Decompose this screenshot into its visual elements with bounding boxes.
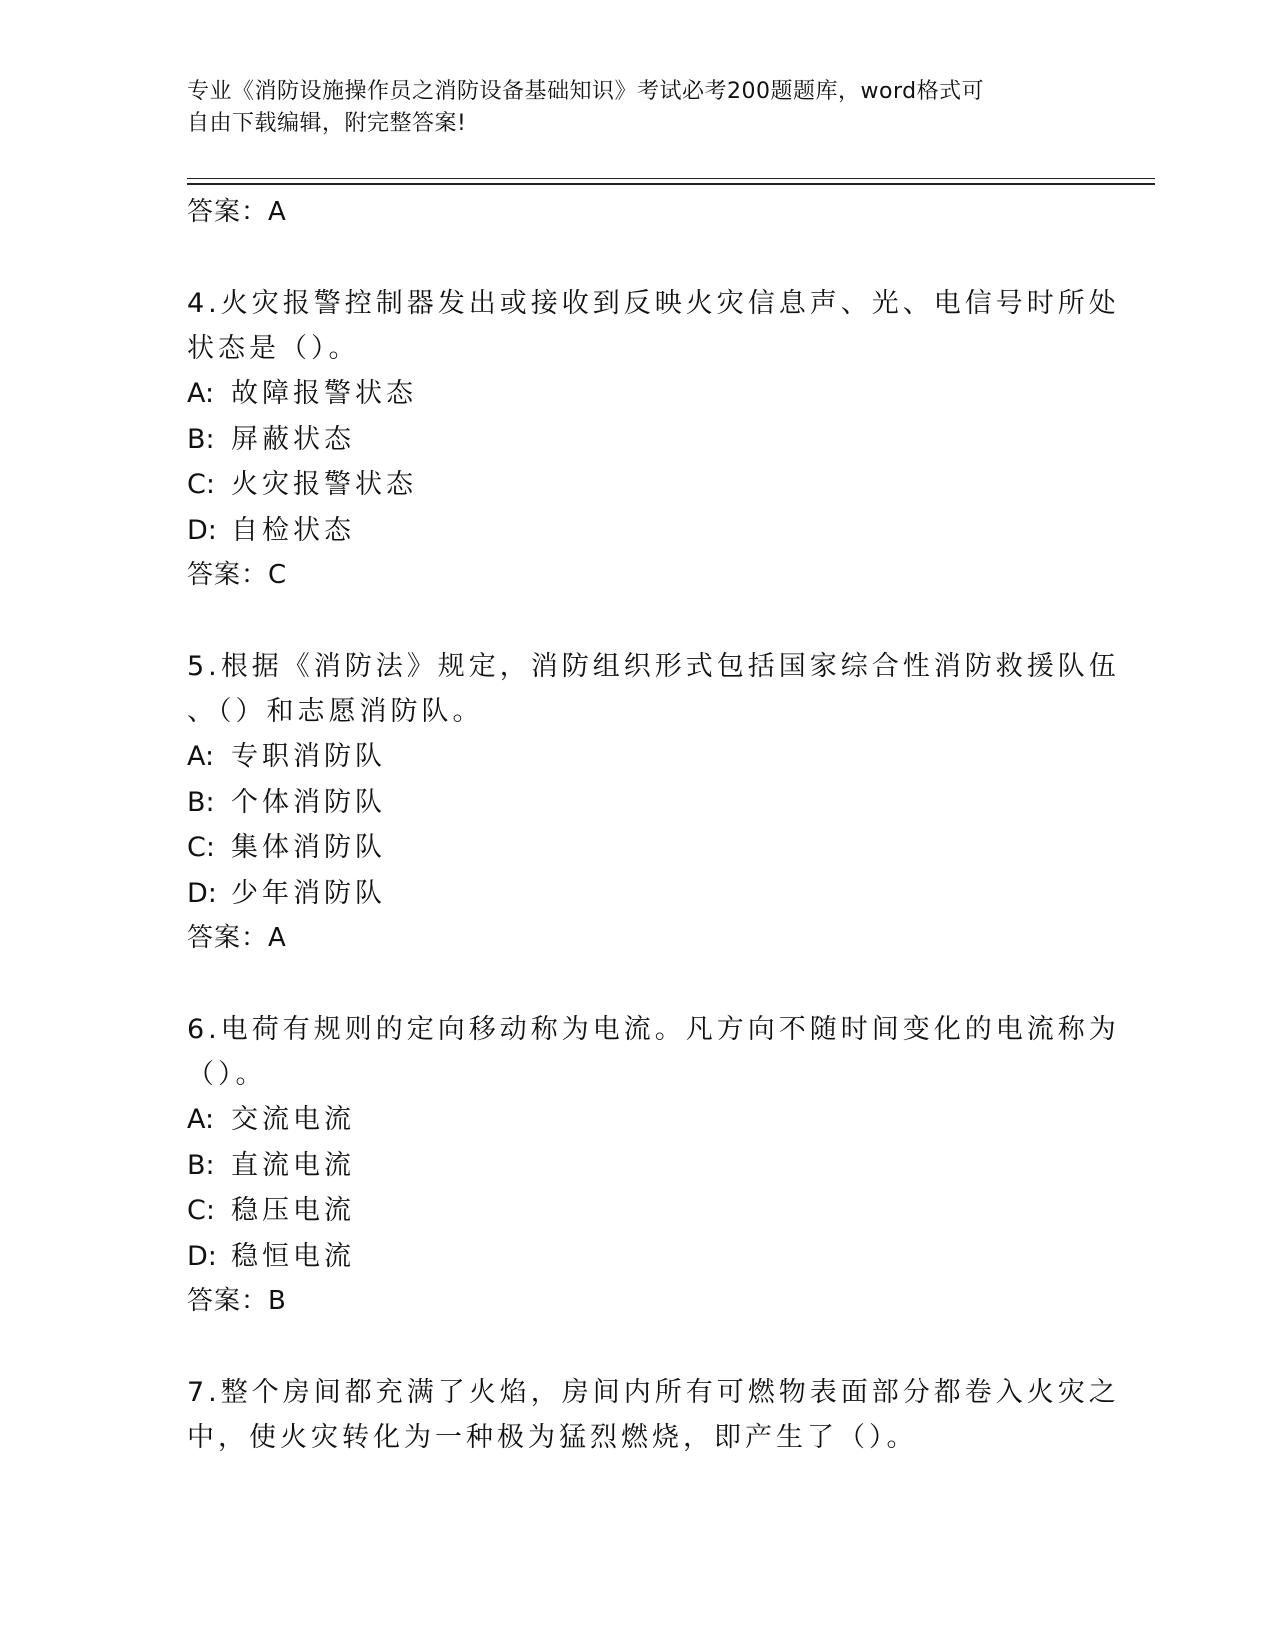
option-letter: A: (187, 741, 215, 772)
option-letter: C: (187, 832, 215, 863)
option-text: 故障报警状态 (231, 378, 417, 409)
option-text: 专职消防队 (231, 741, 386, 772)
question-text-line: 4.火灾报警控制器发出或接收到反映火灾信息声、光、电信号时所处 (187, 288, 1120, 319)
header-rule-thin (187, 178, 1155, 179)
option-letter: D: (187, 877, 217, 909)
question-text-line: 5.根据《消防法》规定，消防组织形式包括国家综合性消防救援队伍 (187, 651, 1120, 682)
option-text: 稳压电流 (231, 1195, 355, 1226)
question-text-line: 、（）和志愿消防队。 (187, 696, 484, 727)
question-item (187, 1370, 1120, 1460)
option-b (187, 1143, 1087, 1189)
option-letter: C: (187, 469, 215, 500)
question-text-line: 6.电荷有规则的定向移动称为电流。凡方向不随时间变化的电流称为 (187, 1014, 1120, 1045)
option-text: 稳恒电流 (231, 1240, 355, 1272)
option-text: 直流电流 (231, 1149, 355, 1181)
option-letter: D: (187, 514, 217, 546)
option-text: 自检状态 (231, 514, 355, 546)
question-text-line: 7.整个房间都充满了火焰，房间内所有可燃物表面部分都卷入火灾之 (187, 1377, 1120, 1408)
header-line-1: 专业《消防设施操作员之消防设备基础知识》考试必考200题题库，word格式可 (187, 79, 985, 104)
option-b (187, 780, 1087, 826)
option-text: 交流电流 (231, 1104, 355, 1135)
answer-line: 答案：B (187, 1286, 287, 1316)
option-c (187, 462, 1087, 508)
question-item (187, 281, 1120, 598)
answer-line: 答案：C (187, 560, 288, 590)
option-letter: B: (187, 423, 215, 455)
option-d (187, 508, 1087, 554)
option-letter: B: (187, 786, 215, 818)
option-letter: A: (187, 1104, 215, 1135)
option-text: 少年消防队 (231, 877, 386, 909)
answer-line: 答案：A (187, 923, 287, 953)
option-a (187, 1097, 1087, 1143)
question-list (187, 190, 1120, 1460)
option-a (187, 734, 1087, 780)
option-text: 屏蔽状态 (231, 423, 355, 455)
question-item (187, 1007, 1120, 1324)
option-a (187, 371, 1087, 417)
option-d (187, 1234, 1087, 1280)
header-line-2: 自由下载编辑，附完整答案! (187, 111, 467, 136)
option-b (187, 417, 1087, 463)
document-header (187, 76, 1067, 140)
option-letter: D: (187, 1240, 217, 1272)
option-d (187, 871, 1087, 917)
question-text-line: 中，使火灾转化为一种极为猛烈燃烧，即产生了（）。 (187, 1422, 918, 1453)
option-c (187, 1188, 1087, 1234)
question-text-line: 状态是（）。 (187, 333, 360, 364)
option-text: 个体消防队 (231, 786, 386, 818)
option-text: 集体消防队 (231, 832, 386, 863)
option-text: 火灾报警状态 (231, 469, 417, 500)
question-item (187, 644, 1120, 961)
option-letter: A: (187, 378, 215, 409)
option-letter: B: (187, 1149, 215, 1181)
header-rule-thick (187, 183, 1155, 185)
option-c (187, 825, 1087, 871)
answer-line: 答案：A (187, 197, 287, 227)
option-letter: C: (187, 1195, 215, 1226)
question-text-line: （）。 (187, 1059, 267, 1090)
